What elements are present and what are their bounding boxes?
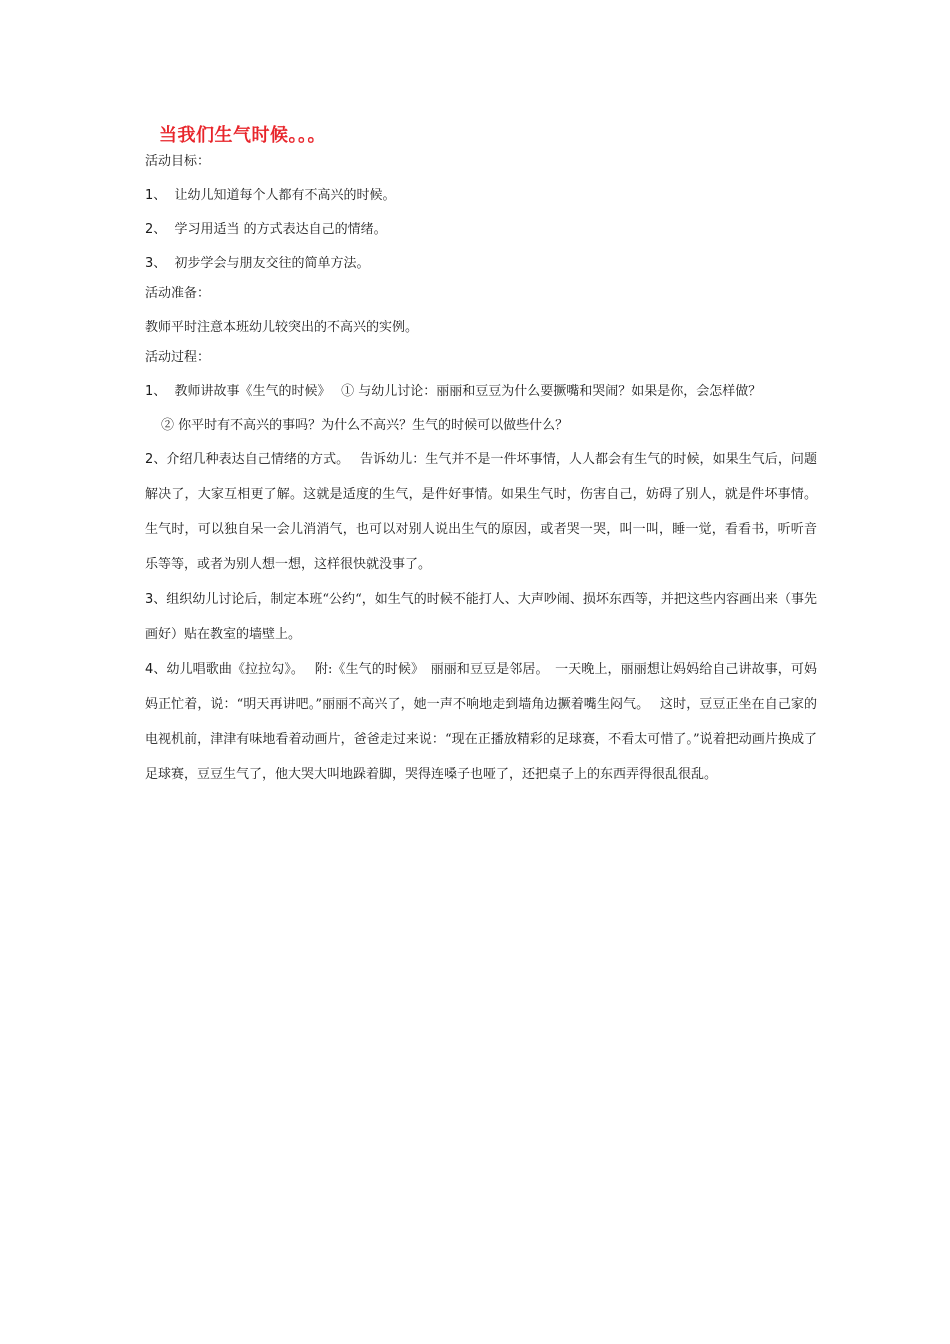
prep-label: 活动准备： (145, 286, 211, 301)
step-text: 介绍几种表达自己情绪的方式。 告诉幼儿：生气并不是一件坏事情，人人都会有生气的时候，如果生气后，问题解决了，大家互相更了解。这就是适度的生气，是件好事情。如果生气时，伤害自己，妨碍了别人，就是件坏事情。生气时，可以独自呆一会儿消消气，也可以对别人说出生气的原因，或者哭一哭，叫一叫，睡一觉，看看书，听听音乐等等，或者为别人想一想，这样很快就没事了。 (145, 452, 817, 572)
goal-item (145, 254, 817, 274)
goal-number: 3、 (145, 256, 167, 271)
goals-label: 活动目标： (145, 154, 211, 169)
document-page (145, 122, 817, 792)
goal-text: 让幼儿知道每个人都有不高兴的时候。 (174, 188, 396, 203)
goal-number: 2、 (145, 222, 167, 237)
step-1 (145, 382, 817, 402)
goal-item (145, 186, 817, 206)
goal-number: 1、 (145, 188, 167, 203)
step-4 (145, 652, 817, 792)
step-text: 幼儿唱歌曲《拉拉勾》。 附:《生气的时候》 丽丽和豆豆是邻居。 一天晚上，丽丽想让妈妈给自己讲故事，可妈妈正忙着，说：“明天再讲吧。”丽丽不高兴了，她一声不响地走到墙角边撅着嘴生闷气。 这时，豆豆正坐在自己家的电视机前，津津有味地看着动画片，爸爸走过来说：“现在正播放精彩的足球赛，不看太可惜了。”说着把动画片换成了足球赛，豆豆生气了，他大哭大叫地跺着脚，哭得连嗓子也哑了，还把桌子上的东西弄得很乱很乱。 (145, 662, 817, 782)
goal-item (145, 220, 817, 240)
goal-text: 初步学会与朋友交往的简单方法。 (174, 256, 370, 271)
step-2 (145, 442, 817, 582)
step-number: 2、 (145, 452, 167, 467)
step-text: 组织幼儿讨论后，制定本班“公约“，如生气的时候不能打人、大声吵闹、损坏东西等，并把这些内容画出来（事先画好）贴在教室的墙壁上。 (145, 592, 817, 642)
step-number: 1、 (145, 384, 167, 399)
step-1-continuation: ② 你平时有不高兴的事吗？为什么不高兴？生气的时候可以做些什么？ (161, 418, 569, 433)
page-title: 当我们生气时候。。。 (159, 125, 326, 146)
step-number: 4、 (145, 662, 167, 677)
process-label: 活动过程： (145, 350, 211, 365)
step-text: 教师讲故事《生气的时候》 ① 与幼儿讨论：丽丽和豆豆为什么要撅嘴和哭闹？如果是你，会怎样做？ (174, 384, 762, 399)
step-number: 3、 (145, 592, 167, 607)
step-3 (145, 582, 817, 652)
goal-text: 学习用适当 的方式表达自己的情绪。 (174, 222, 387, 237)
prep-text: 教师平时注意本班幼儿较突出的不高兴的实例。 (145, 320, 419, 335)
